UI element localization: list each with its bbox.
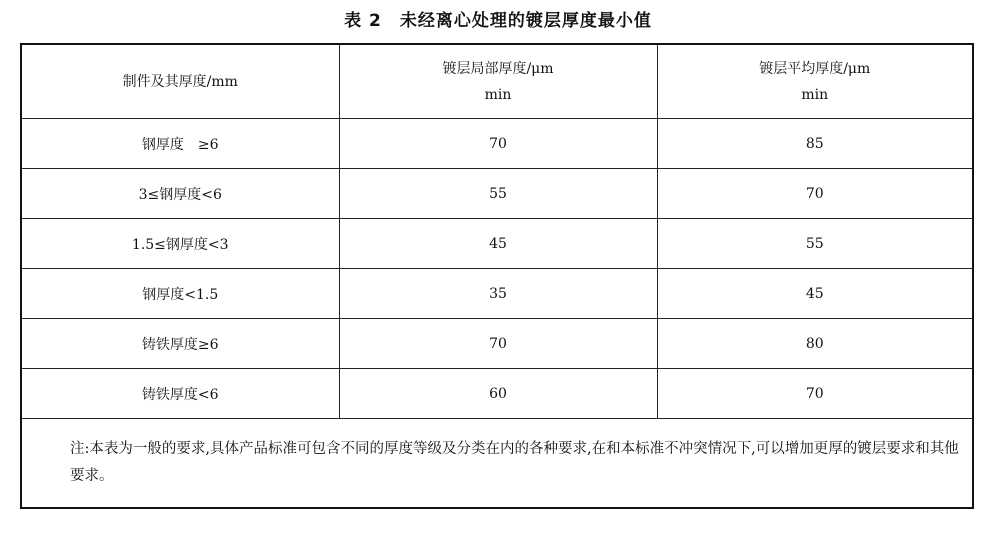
row-item: 铸铁厚度<6 <box>21 369 339 419</box>
row-average: 70 <box>657 369 973 419</box>
row-local: 35 <box>339 269 657 319</box>
table-row <box>21 319 973 369</box>
coating-thickness-table <box>20 43 974 509</box>
row-average: 70 <box>657 169 973 219</box>
row-item: 钢厚度<1.5 <box>21 269 339 319</box>
row-average: 55 <box>657 219 973 269</box>
table-row <box>21 119 973 169</box>
header-average-min: min <box>801 86 829 103</box>
row-local: 70 <box>339 319 657 369</box>
row-average: 85 <box>657 119 973 169</box>
table-row <box>21 269 973 319</box>
row-local: 70 <box>339 119 657 169</box>
row-local: 60 <box>339 369 657 419</box>
row-average: 80 <box>657 319 973 369</box>
row-item: 3≤钢厚度<6 <box>21 169 339 219</box>
table-note: 注:本表为一般的要求,具体产品标准可包含不同的厚度等级及分类在内的各种要求,在和本标准不冲突情况下,可以增加更厚的镀层要求和其他要求。 <box>21 419 973 509</box>
row-local: 55 <box>339 169 657 219</box>
row-item: 铸铁厚度≥6 <box>21 319 339 369</box>
table-title: 未经离心处理的镀层厚度最小值 <box>399 11 652 31</box>
table-row <box>21 369 973 419</box>
row-item: 钢厚度 ≥6 <box>21 119 339 169</box>
table-row <box>21 169 973 219</box>
header-average-thickness <box>657 44 973 119</box>
row-local: 45 <box>339 219 657 269</box>
row-average: 45 <box>657 269 973 319</box>
table-caption <box>0 6 996 31</box>
header-average-label: 镀层平均厚度/μm <box>759 60 871 77</box>
header-local-thickness <box>339 44 657 119</box>
note-row <box>21 419 973 509</box>
row-item: 1.5≤钢厚度<3 <box>21 219 339 269</box>
header-item <box>21 44 339 119</box>
header-item-label: 制件及其厚度/mm <box>122 73 238 90</box>
table-row <box>21 219 973 269</box>
header-local-min: min <box>484 86 512 103</box>
header-row <box>21 44 973 119</box>
table-number: 表 2 <box>344 11 382 31</box>
header-local-label: 镀层局部厚度/μm <box>442 60 554 77</box>
